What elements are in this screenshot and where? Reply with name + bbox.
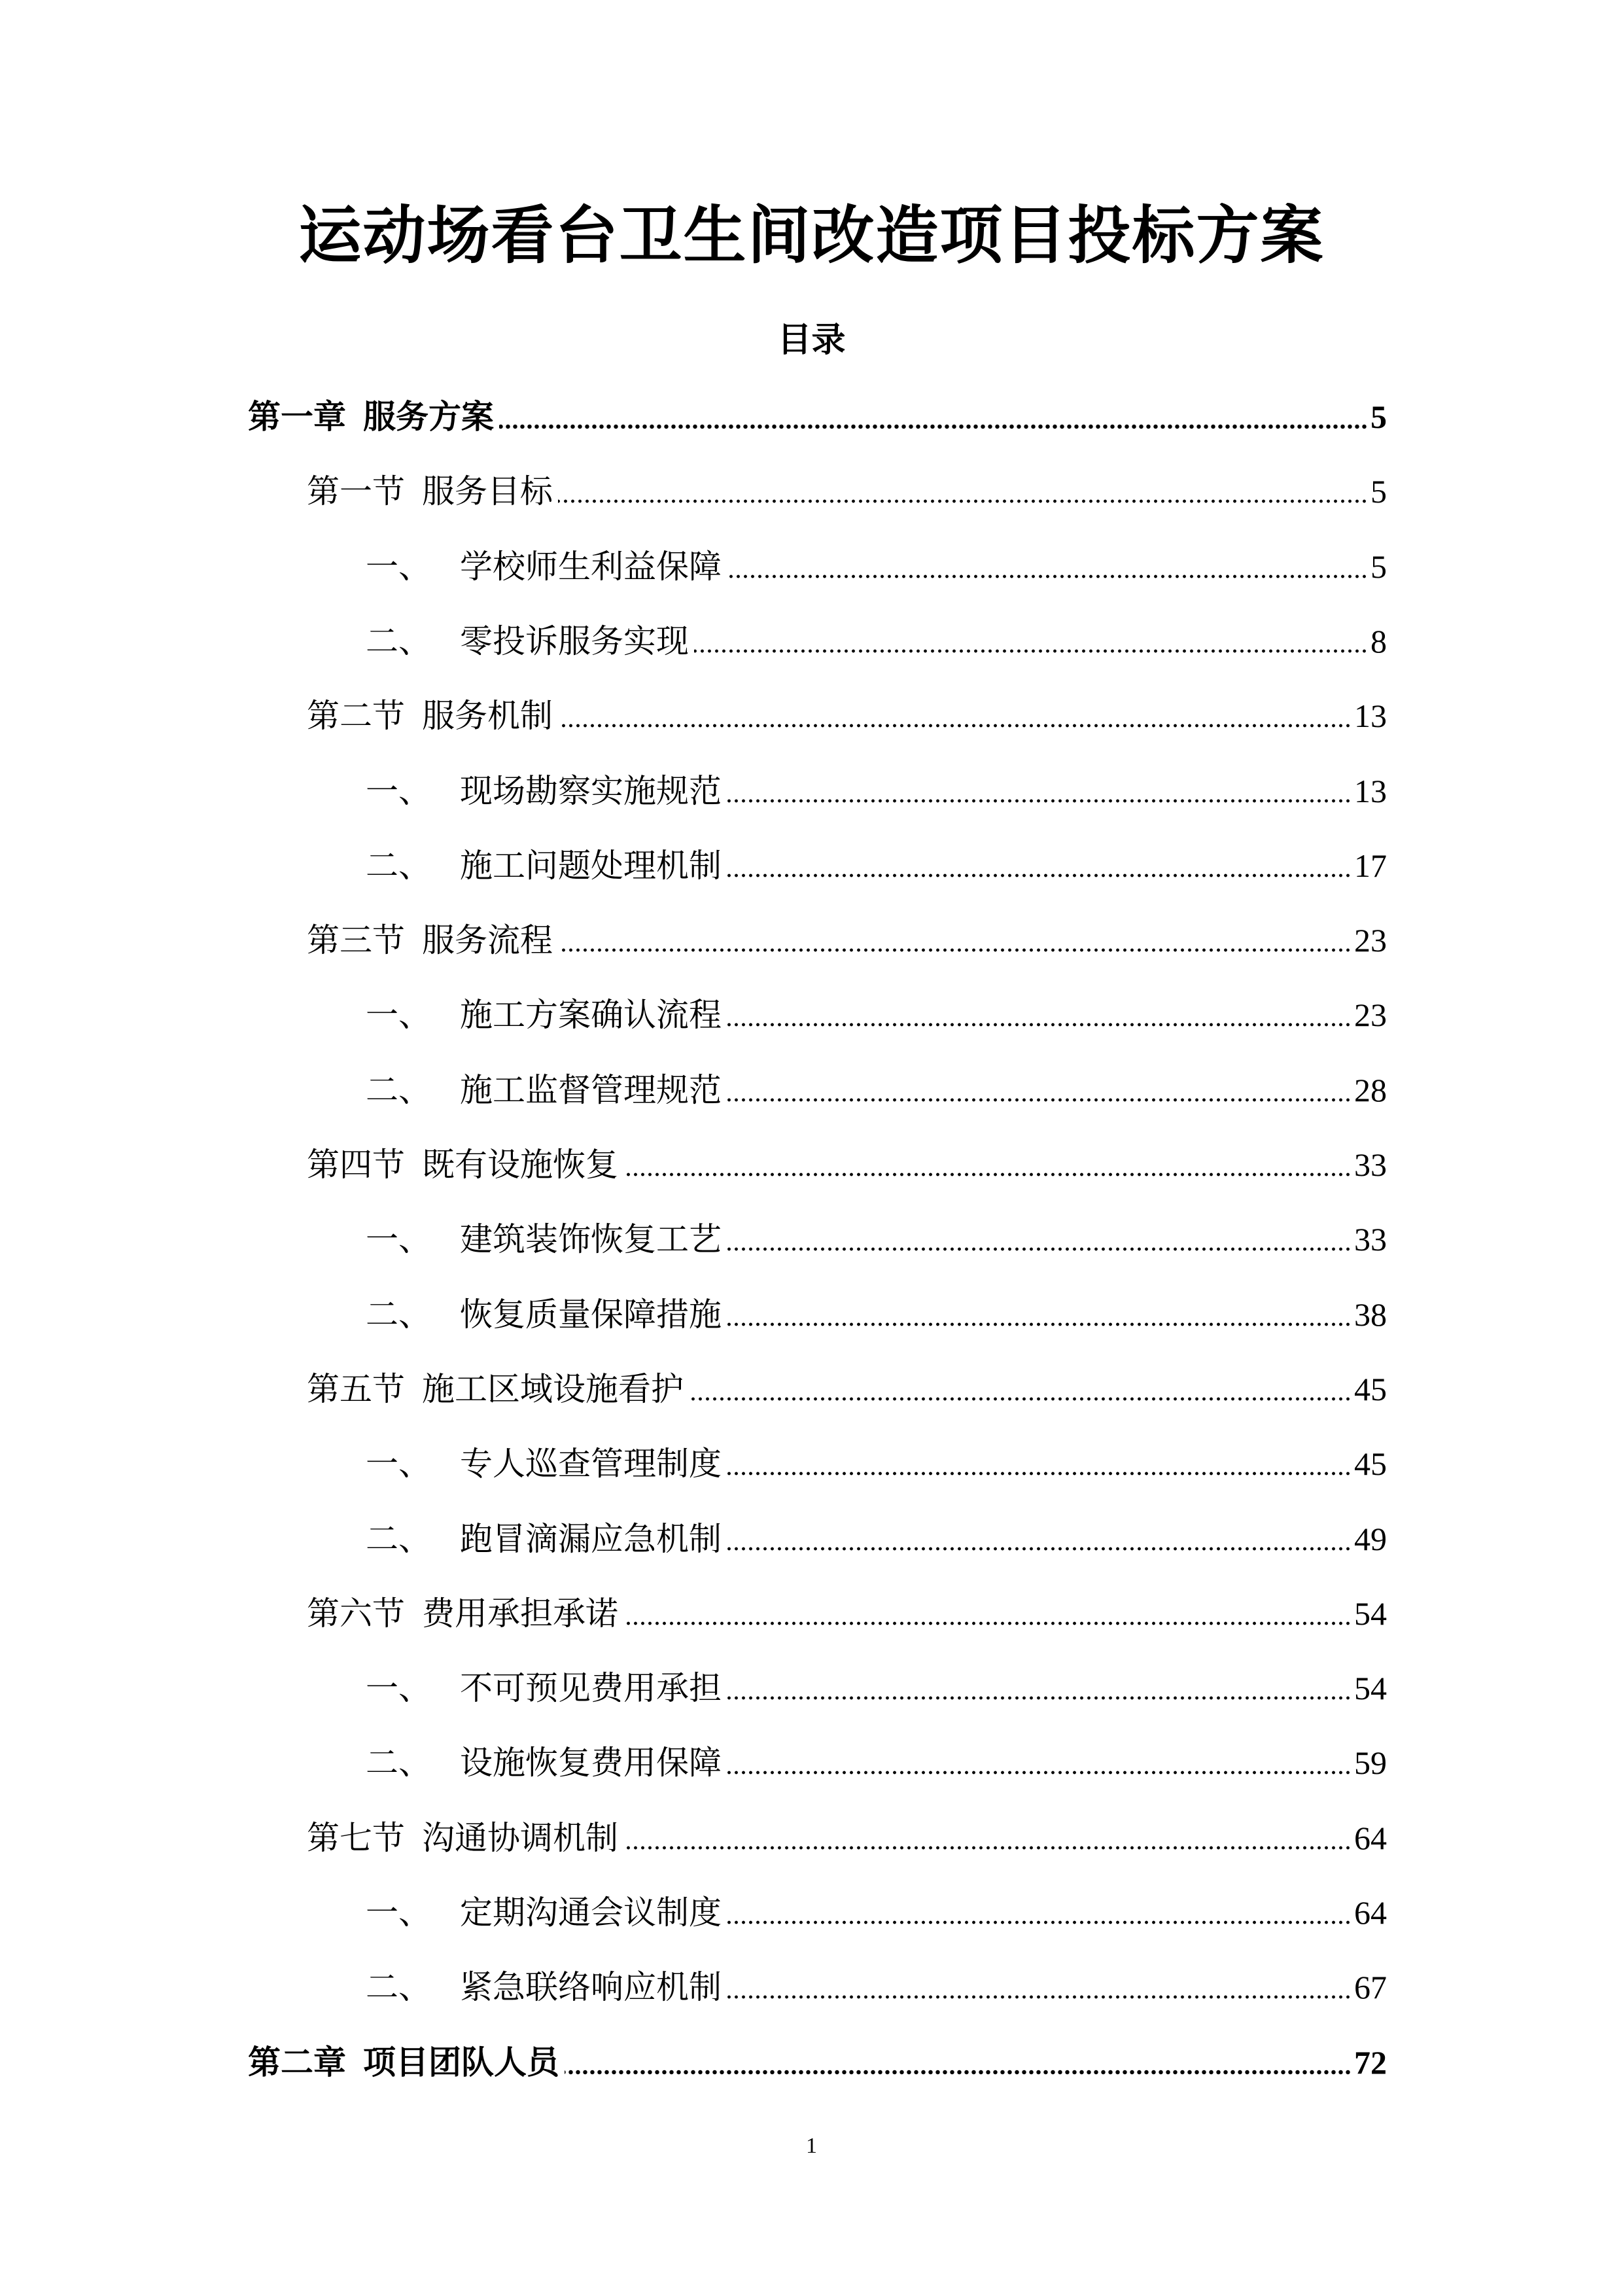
dot-leader bbox=[727, 1545, 1352, 1552]
toc-entry-page: 49 bbox=[1354, 1520, 1387, 1557]
toc-entry-number: 二、 bbox=[366, 1968, 431, 2007]
toc-entry-title: 学校师生利益保障 bbox=[460, 547, 722, 586]
toc-section-entry[interactable] bbox=[307, 470, 1387, 512]
dot-leader bbox=[694, 648, 1368, 654]
toc-entry-page: 54 bbox=[1354, 1670, 1387, 1707]
toc-entry-page: 23 bbox=[1354, 922, 1387, 959]
toc-entry-title: 设施恢复费用保障 bbox=[460, 1744, 722, 1782]
toc-section-entry[interactable] bbox=[307, 1144, 1387, 1186]
toc-subsection-entry[interactable] bbox=[366, 546, 1387, 588]
toc-section-entry[interactable] bbox=[307, 695, 1387, 737]
toc-entry-title: 服务目标 bbox=[422, 472, 553, 511]
dot-leader bbox=[727, 1097, 1352, 1103]
toc-entry-title: 紧急联络响应机制 bbox=[460, 1968, 722, 2007]
toc-entry-page: 45 bbox=[1354, 1370, 1387, 1407]
toc-entry-title: 费用承担承诺 bbox=[422, 1594, 618, 1633]
dot-leader bbox=[558, 947, 1352, 953]
toc-entry-page: 64 bbox=[1354, 1819, 1387, 1856]
toc-entry-page: 5 bbox=[1370, 548, 1387, 585]
dot-leader bbox=[727, 1470, 1352, 1477]
toc-entry-number: 第一章 bbox=[248, 398, 346, 436]
dot-leader bbox=[727, 872, 1352, 879]
toc-entry-number: 一、 bbox=[366, 1220, 431, 1259]
toc-section-entry[interactable] bbox=[307, 1368, 1387, 1410]
toc-entry-page: 5 bbox=[1370, 473, 1387, 510]
toc-entry-title: 服务机制 bbox=[422, 697, 553, 735]
toc-subsection-entry[interactable] bbox=[366, 1443, 1387, 1485]
dot-leader bbox=[727, 1994, 1352, 2000]
document-title: 运动场看台卫生间改造项目投标方案 bbox=[298, 199, 1325, 272]
toc-entry-page: 8 bbox=[1370, 622, 1387, 660]
toc-heading: 目录 bbox=[777, 321, 846, 360]
toc-entry-page: 45 bbox=[1354, 1445, 1387, 1483]
page-number: 1 bbox=[806, 2134, 817, 2158]
toc-entry-number: 二、 bbox=[366, 1519, 431, 1558]
toc-subsection-entry[interactable] bbox=[366, 1892, 1387, 1934]
dot-leader bbox=[727, 1021, 1352, 1028]
toc-entry-number: 第一节 bbox=[307, 472, 405, 511]
dot-leader bbox=[689, 1396, 1352, 1402]
dot-leader bbox=[558, 722, 1352, 729]
dot-leader bbox=[623, 1620, 1352, 1627]
toc-entry-number: 一、 bbox=[366, 547, 431, 586]
toc-entry-page: 59 bbox=[1354, 1744, 1387, 1782]
toc-entry-title: 专人巡查管理制度 bbox=[460, 1445, 722, 1483]
toc-entry-page: 33 bbox=[1354, 1221, 1387, 1258]
dot-leader bbox=[727, 798, 1352, 804]
dot-leader bbox=[727, 1695, 1352, 1701]
toc-entry-title: 施工区域设施看护 bbox=[422, 1369, 684, 1408]
toc-entry-title: 既有设施恢复 bbox=[422, 1146, 618, 1184]
dot-leader bbox=[727, 573, 1368, 580]
toc-entry-page: 13 bbox=[1354, 698, 1387, 735]
toc-subsection-entry[interactable] bbox=[366, 1667, 1387, 1709]
toc-entry-number: 二、 bbox=[366, 622, 431, 660]
toc-entry-number: 一、 bbox=[366, 1894, 431, 1932]
toc-subsection-entry[interactable] bbox=[366, 620, 1387, 662]
toc-subsection-entry[interactable] bbox=[366, 994, 1387, 1036]
toc-entry-title: 现场勘察实施规范 bbox=[460, 771, 722, 810]
toc-entry-title: 沟通协调机制 bbox=[422, 1818, 618, 1857]
dot-leader bbox=[727, 1246, 1352, 1252]
toc-entry-number: 第七节 bbox=[307, 1818, 405, 1857]
toc-entry-title: 施工问题处理机制 bbox=[460, 846, 722, 885]
dot-leader bbox=[727, 1769, 1352, 1776]
dot-leader bbox=[558, 498, 1368, 504]
toc-entry-number: 一、 bbox=[366, 996, 431, 1034]
toc-subsection-entry[interactable] bbox=[366, 1742, 1387, 1784]
dot-leader bbox=[499, 423, 1368, 430]
toc-entry-number: 一、 bbox=[366, 1669, 431, 1708]
dot-leader bbox=[565, 2069, 1352, 2075]
toc-entry-page: 54 bbox=[1354, 1595, 1387, 1632]
toc-entry-page: 5 bbox=[1370, 398, 1387, 435]
toc-entry-number: 二、 bbox=[366, 1070, 431, 1109]
toc-entry-title: 跑冒滴漏应急机制 bbox=[460, 1519, 722, 1558]
toc-entry-title: 服务流程 bbox=[422, 921, 553, 960]
toc-entry-number: 二、 bbox=[366, 1744, 431, 1782]
toc-section-entry[interactable] bbox=[307, 1817, 1387, 1859]
toc-entry-number: 一、 bbox=[366, 1445, 431, 1483]
toc-section-entry[interactable] bbox=[307, 919, 1387, 961]
dot-leader bbox=[727, 1321, 1352, 1328]
toc-subsection-entry[interactable] bbox=[366, 1069, 1387, 1111]
toc-entry-number: 第五节 bbox=[307, 1369, 405, 1408]
toc-entry-number: 二、 bbox=[366, 1295, 431, 1333]
toc-subsection-entry[interactable] bbox=[366, 1218, 1387, 1260]
toc-entry-number: 第二章 bbox=[248, 2043, 346, 2081]
toc-entry-title: 施工方案确认流程 bbox=[460, 996, 722, 1034]
dot-leader bbox=[623, 1171, 1352, 1178]
toc-entry-number: 第六节 bbox=[307, 1594, 405, 1633]
toc-entry-page: 67 bbox=[1354, 1969, 1387, 2006]
toc-entry-title: 零投诉服务实现 bbox=[460, 622, 689, 660]
toc-entry-title: 施工监督管理规范 bbox=[460, 1070, 722, 1109]
toc-chapter-entry[interactable] bbox=[248, 396, 1387, 438]
toc-chapter-entry[interactable] bbox=[248, 2041, 1387, 2083]
dot-leader bbox=[623, 1845, 1352, 1851]
toc-entry-page: 13 bbox=[1354, 772, 1387, 809]
toc-subsection-entry[interactable] bbox=[366, 770, 1387, 812]
dot-leader bbox=[727, 1919, 1352, 1926]
toc-entry-number: 二、 bbox=[366, 846, 431, 885]
toc-section-entry[interactable] bbox=[307, 1593, 1387, 1634]
toc-entry-page: 64 bbox=[1354, 1894, 1387, 1931]
toc-entry-number: 第三节 bbox=[307, 921, 405, 960]
toc-entry-number: 第二节 bbox=[307, 697, 405, 735]
toc-entry-page: 23 bbox=[1354, 997, 1387, 1034]
toc-entry-page: 38 bbox=[1354, 1296, 1387, 1333]
toc-subsection-entry[interactable] bbox=[366, 1294, 1387, 1335]
toc-subsection-entry[interactable] bbox=[366, 1966, 1387, 2008]
toc-entry-page: 28 bbox=[1354, 1071, 1387, 1108]
toc-entry-page: 17 bbox=[1354, 847, 1387, 884]
toc-entry-number: 第四节 bbox=[307, 1146, 405, 1184]
toc-entry-title: 不可预见费用承担 bbox=[460, 1669, 722, 1708]
toc-subsection-entry[interactable] bbox=[366, 845, 1387, 887]
toc-entry-title: 服务方案 bbox=[363, 398, 494, 436]
toc-entry-number: 一、 bbox=[366, 771, 431, 810]
toc-entry-title: 项目团队人员 bbox=[363, 2043, 559, 2081]
toc-entry-page: 72 bbox=[1354, 2043, 1387, 2081]
toc-entry-page: 33 bbox=[1354, 1146, 1387, 1183]
toc-entry-title: 恢复质量保障措施 bbox=[460, 1295, 722, 1333]
toc-subsection-entry[interactable] bbox=[366, 1518, 1387, 1560]
toc-entry-title: 定期沟通会议制度 bbox=[460, 1894, 722, 1932]
toc-entry-title: 建筑装饰恢复工艺 bbox=[460, 1220, 722, 1259]
